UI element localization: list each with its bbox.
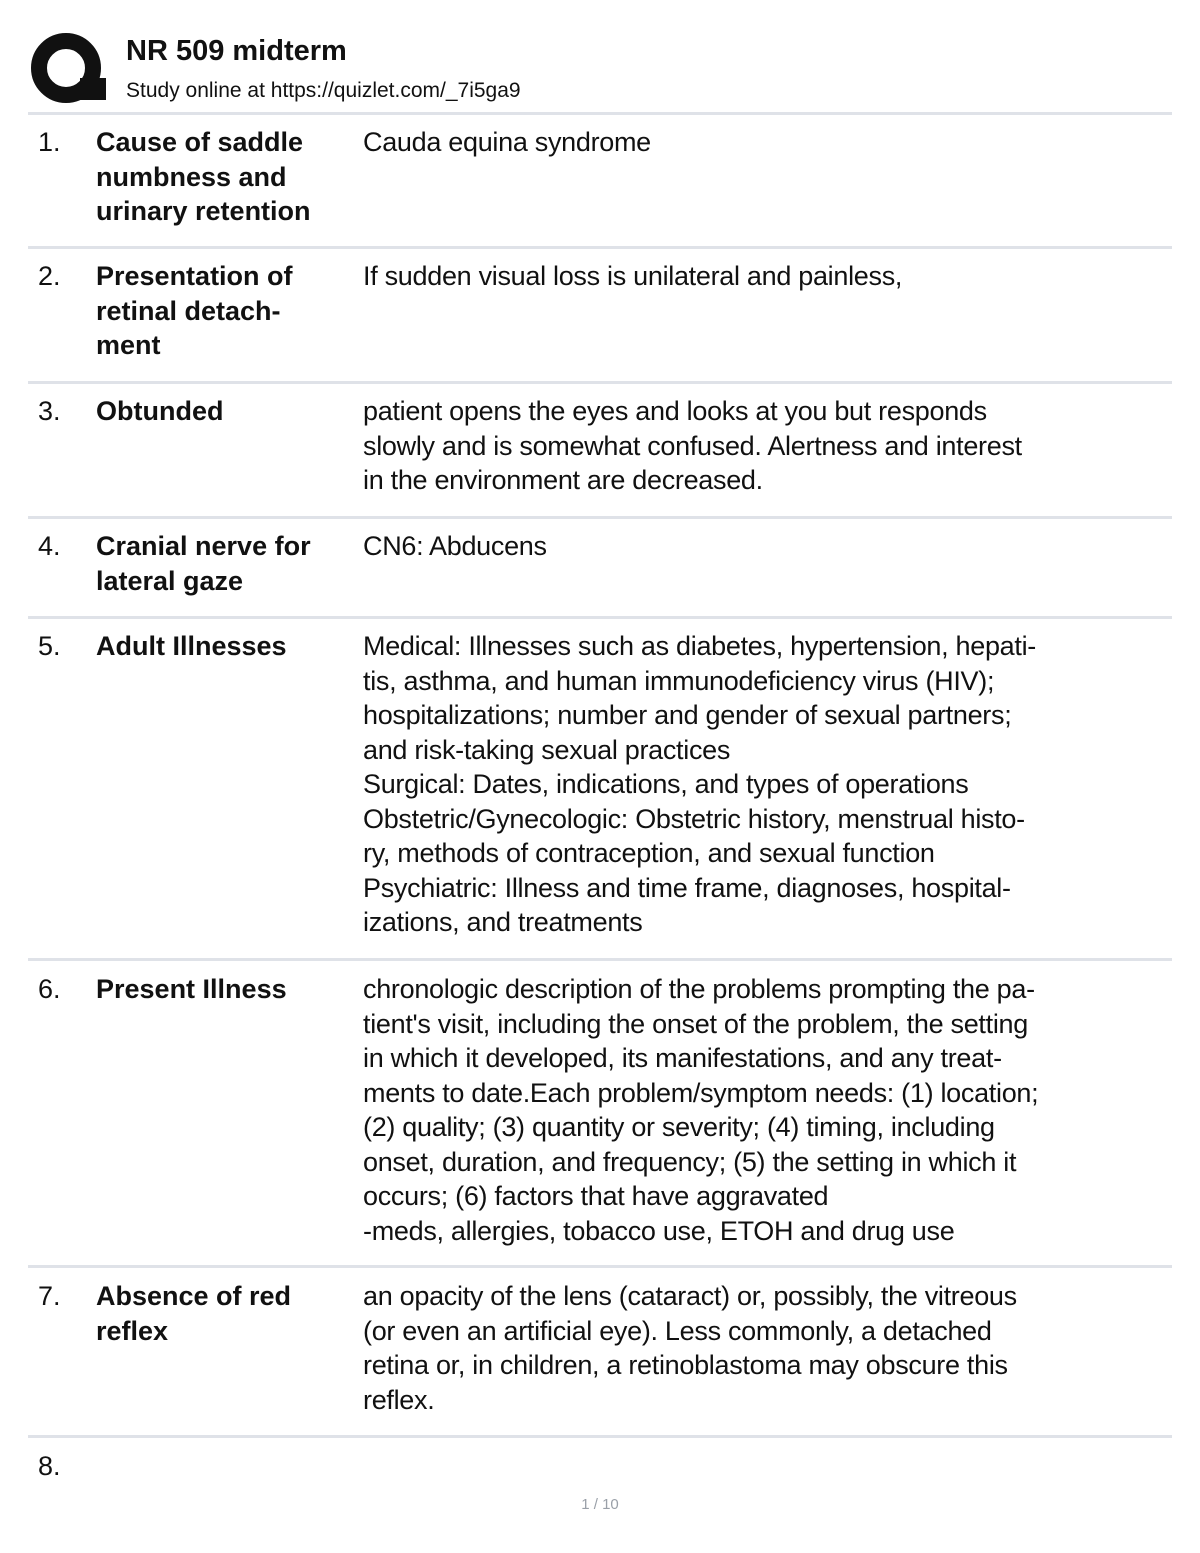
card-term: Absence of red reflex: [96, 1281, 292, 1346]
card-term: Present Illness: [96, 974, 287, 1004]
card-divider: [28, 381, 1172, 384]
card-number: 3.: [38, 396, 61, 426]
page-number: 1 / 10: [581, 1496, 619, 1513]
card-number: 7.: [38, 1281, 61, 1311]
card-divider: [28, 616, 1172, 619]
header-divider: [28, 112, 1172, 115]
card-definition: an opacity of the lens (cataract) or, possibly, the vitreous (or even an artificial eye). Less commonly, a detached retina or, in children, a retinoblastoma may obscure this reflex.: [363, 1281, 1017, 1415]
card-term: Cause of saddle numbness and urinary retention: [96, 127, 311, 226]
card-term: Adult Illnesses: [96, 631, 287, 661]
card-term: Cranial nerve for lateral gaze: [96, 531, 311, 596]
card-term: Presentation of retinal detach- ment: [96, 261, 293, 360]
card-divider: [28, 516, 1172, 519]
document-title: NR 509 midterm: [126, 35, 347, 67]
card-number: 5.: [38, 631, 61, 661]
quizlet-logo-icon: [28, 30, 108, 110]
study-online-link[interactable]: Study online at https://quizlet.com/_7i5ga9: [126, 79, 521, 102]
card-number: 8.: [38, 1451, 61, 1481]
card-term: Obtunded: [96, 396, 224, 426]
card-definition: CN6: Abducens: [363, 531, 547, 561]
card-definition: If sudden visual loss is unilateral and painless,: [363, 261, 903, 291]
card-number: 2.: [38, 261, 61, 291]
card-definition: Cauda equina syndrome: [363, 127, 651, 157]
document-header: [28, 30, 1172, 110]
card-definition: Medical: Illnesses such as diabetes, hypertension, hepati- tis, asthma, and human immunodeficiency virus (HIV); hospitalizations; number and gender of sexual partners; and risk-taking sexual practices Surgical: Dates, indications, and types of operations Obstetric/Gynecologic: Obstetric history, menstrual histo- ry, methods of contraception, and sexual function Psychiatric: Illness and time frame, diagnoses, hospital- izations, and treatments: [363, 631, 1036, 937]
card-number: 6.: [38, 974, 61, 1004]
card-number: 1.: [38, 127, 61, 157]
card-number: 4.: [38, 531, 61, 561]
card-definition: chronologic description of the problems prompting the pa- tient's visit, including the onset of the problem, the setting in which it developed, its manifestations, and any treat- ments to date.Each problem/symptom needs: (1) location; (2) quality; (3) quantity or severity; (4) timing, including onset, duration, and frequency; (5) the setting in which it occurs; (6) factors that have aggravated -meds, allergies, tobacco use, ETOH and drug use: [363, 974, 1039, 1246]
card-divider: [28, 1265, 1172, 1268]
card-divider: [28, 958, 1172, 961]
card-definition: patient opens the eyes and looks at you but responds slowly and is somewhat confused. Alertness and interest in the environment are decreased.: [363, 396, 1022, 495]
card-divider: [28, 1435, 1172, 1438]
card-divider: [28, 246, 1172, 249]
